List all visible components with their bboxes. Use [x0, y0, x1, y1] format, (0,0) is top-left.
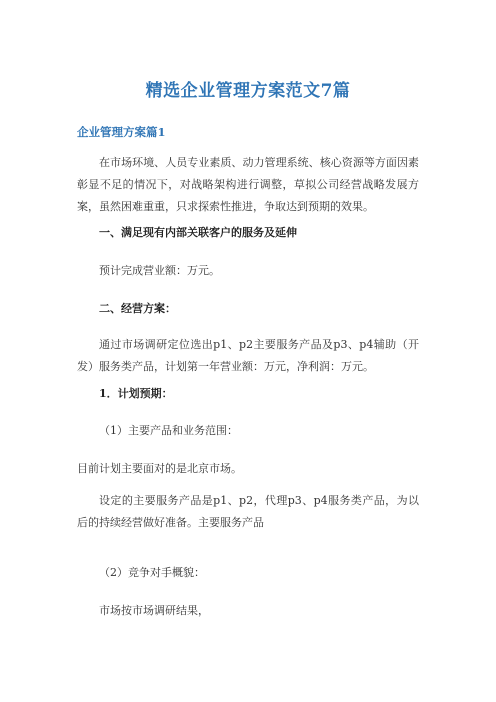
document-title: 精选企业管理方案范文7篇 — [145, 81, 351, 101]
line-competitors: （2）竞争对手概貌： — [99, 566, 205, 579]
line-survey-result: 市场按市场调研结果， — [99, 604, 209, 617]
heading-plan-expectation: 1．计划预期： — [99, 387, 173, 400]
line-main-products: （1）主要产品和业务范围： — [99, 424, 238, 437]
line-target-market: 目前计划主要面对的是北京市场。 — [77, 462, 242, 475]
paragraph-service-products: 设定的主要服务产品是p1、p2，代理p3、p4服务类产品，为以后的持续经营做好准备。主要服务产品 — [77, 494, 419, 529]
line-expected-revenue: 预计完成营业额：万元。 — [99, 264, 220, 277]
heading-business-plan: 二、经营方案： — [99, 302, 176, 315]
heading-customer-service: 一、满足现有内部关联客户的服务及延伸 — [99, 226, 297, 239]
paragraph-intro: 在市场环境、人员专业素质、动力管理系统、核心资源等方面因素彰显不足的情况下，对战略架构进行调整，草拟公司经营战略发展方案，虽然困难重重，只求探索性推进，争取达到预期的效果。 — [77, 156, 419, 213]
section-heading: 企业管理方案篇1 — [77, 125, 166, 139]
paragraph-market-research: 通过市场调研定位选出p1、p2主要服务产品及p3、p4辅助（开发）服务类产品，计划第一年营业额：万元，净利润：万元。 — [77, 338, 419, 373]
